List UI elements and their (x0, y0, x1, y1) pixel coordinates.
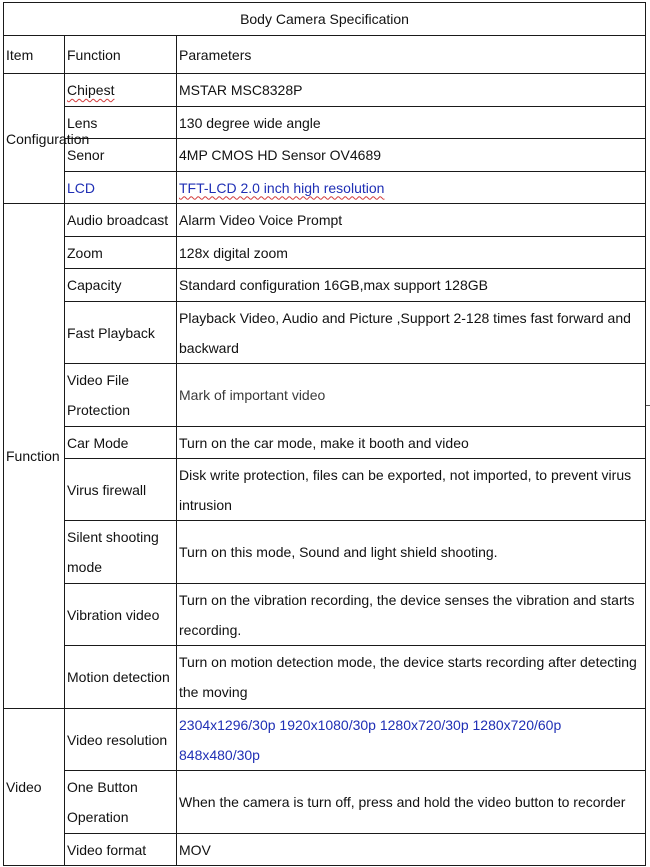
function-cell: Vibration video (65, 584, 177, 646)
function-cell: One Button Operation (65, 771, 177, 834)
table-title: Body Camera Specification (4, 3, 646, 36)
function-cell: Capacity (65, 269, 177, 302)
parameter-cell: 4MP CMOS HD Sensor OV4689 (177, 139, 646, 172)
header-function: Function (65, 36, 177, 74)
parameter-cell (177, 172, 646, 204)
function-cell: Silent shooting mode (65, 521, 177, 584)
table-row (4, 204, 646, 237)
function-cell: Audio broadcast (65, 204, 177, 237)
table-row (4, 302, 646, 364)
table-row (4, 172, 646, 204)
header-row (4, 36, 646, 74)
table-row (4, 646, 646, 709)
parameter-cell: Turn on motion detection mode, the device starts recording after detecting the moving (177, 646, 646, 709)
table-row (4, 107, 646, 139)
function-cell: Car Mode (65, 427, 177, 459)
table-row (4, 834, 646, 866)
table-row (4, 139, 646, 172)
group-video: Video (4, 709, 65, 866)
function-cell: Virus firewall (65, 459, 177, 521)
table-row (4, 459, 646, 521)
header-item: Item (4, 36, 65, 74)
title-row (4, 3, 646, 36)
parameter-cell: Disk write protection, files can be exported, not imported, to prevent virus intrusion (177, 459, 646, 521)
group-function: Function (4, 204, 65, 709)
table-row (4, 584, 646, 646)
parameter-cell: 130 degree wide angle (177, 107, 646, 139)
table-row (4, 269, 646, 302)
parameter-cell: MSTAR MSC8328P (177, 74, 646, 107)
table-row (4, 74, 646, 107)
table-row (4, 709, 646, 771)
function-cell: Video File Protection (65, 364, 177, 427)
parameter-cell: Standard configuration 16GB,max support 128GB (177, 269, 646, 302)
function-cell: Lens (65, 107, 177, 139)
parameter-cell: When the camera is turn off, press and hold the video button to recorder (177, 771, 646, 834)
table-row (4, 771, 646, 834)
parameter-text: TFT-LCD 2.0 inch high resolution (179, 179, 385, 196)
edge-mark (646, 405, 650, 406)
table-row (4, 521, 646, 584)
parameter-cell: Turn on the vibration recording, the device senses the vibration and starts recording. (177, 584, 646, 646)
function-cell (65, 74, 177, 107)
spec-table (3, 2, 646, 866)
function-cell: Zoom (65, 237, 177, 269)
function-label: Chipest (67, 82, 115, 98)
table-row (4, 364, 646, 427)
parameter-cell: Mark of important video (177, 364, 646, 427)
header-parameters: Parameters (177, 36, 646, 74)
function-cell: Video format (65, 834, 177, 866)
parameter-cell: MOV (177, 834, 646, 866)
function-cell: Video resolution (65, 709, 177, 771)
table-row (4, 427, 646, 459)
group-configuration: Configuration (4, 74, 65, 204)
function-cell: Fast Playback (65, 302, 177, 364)
parameter-cell: 2304x1296/30p 1920x1080/30p 1280x720/30p 1280x720/60p 848x480/30p (177, 709, 646, 771)
function-cell: Senor (65, 139, 177, 172)
parameter-cell: 128x digital zoom (177, 237, 646, 269)
function-cell: Motion detection (65, 646, 177, 709)
parameter-cell: Turn on the car mode, make it booth and video (177, 427, 646, 459)
table-row (4, 237, 646, 269)
parameter-cell: Alarm Video Voice Prompt (177, 204, 646, 237)
parameter-cell: Turn on this mode, Sound and light shield shooting. (177, 521, 646, 584)
parameter-cell: Playback Video, Audio and Picture ,Support 2-128 times fast forward and backward (177, 302, 646, 364)
function-cell: LCD (65, 172, 177, 204)
